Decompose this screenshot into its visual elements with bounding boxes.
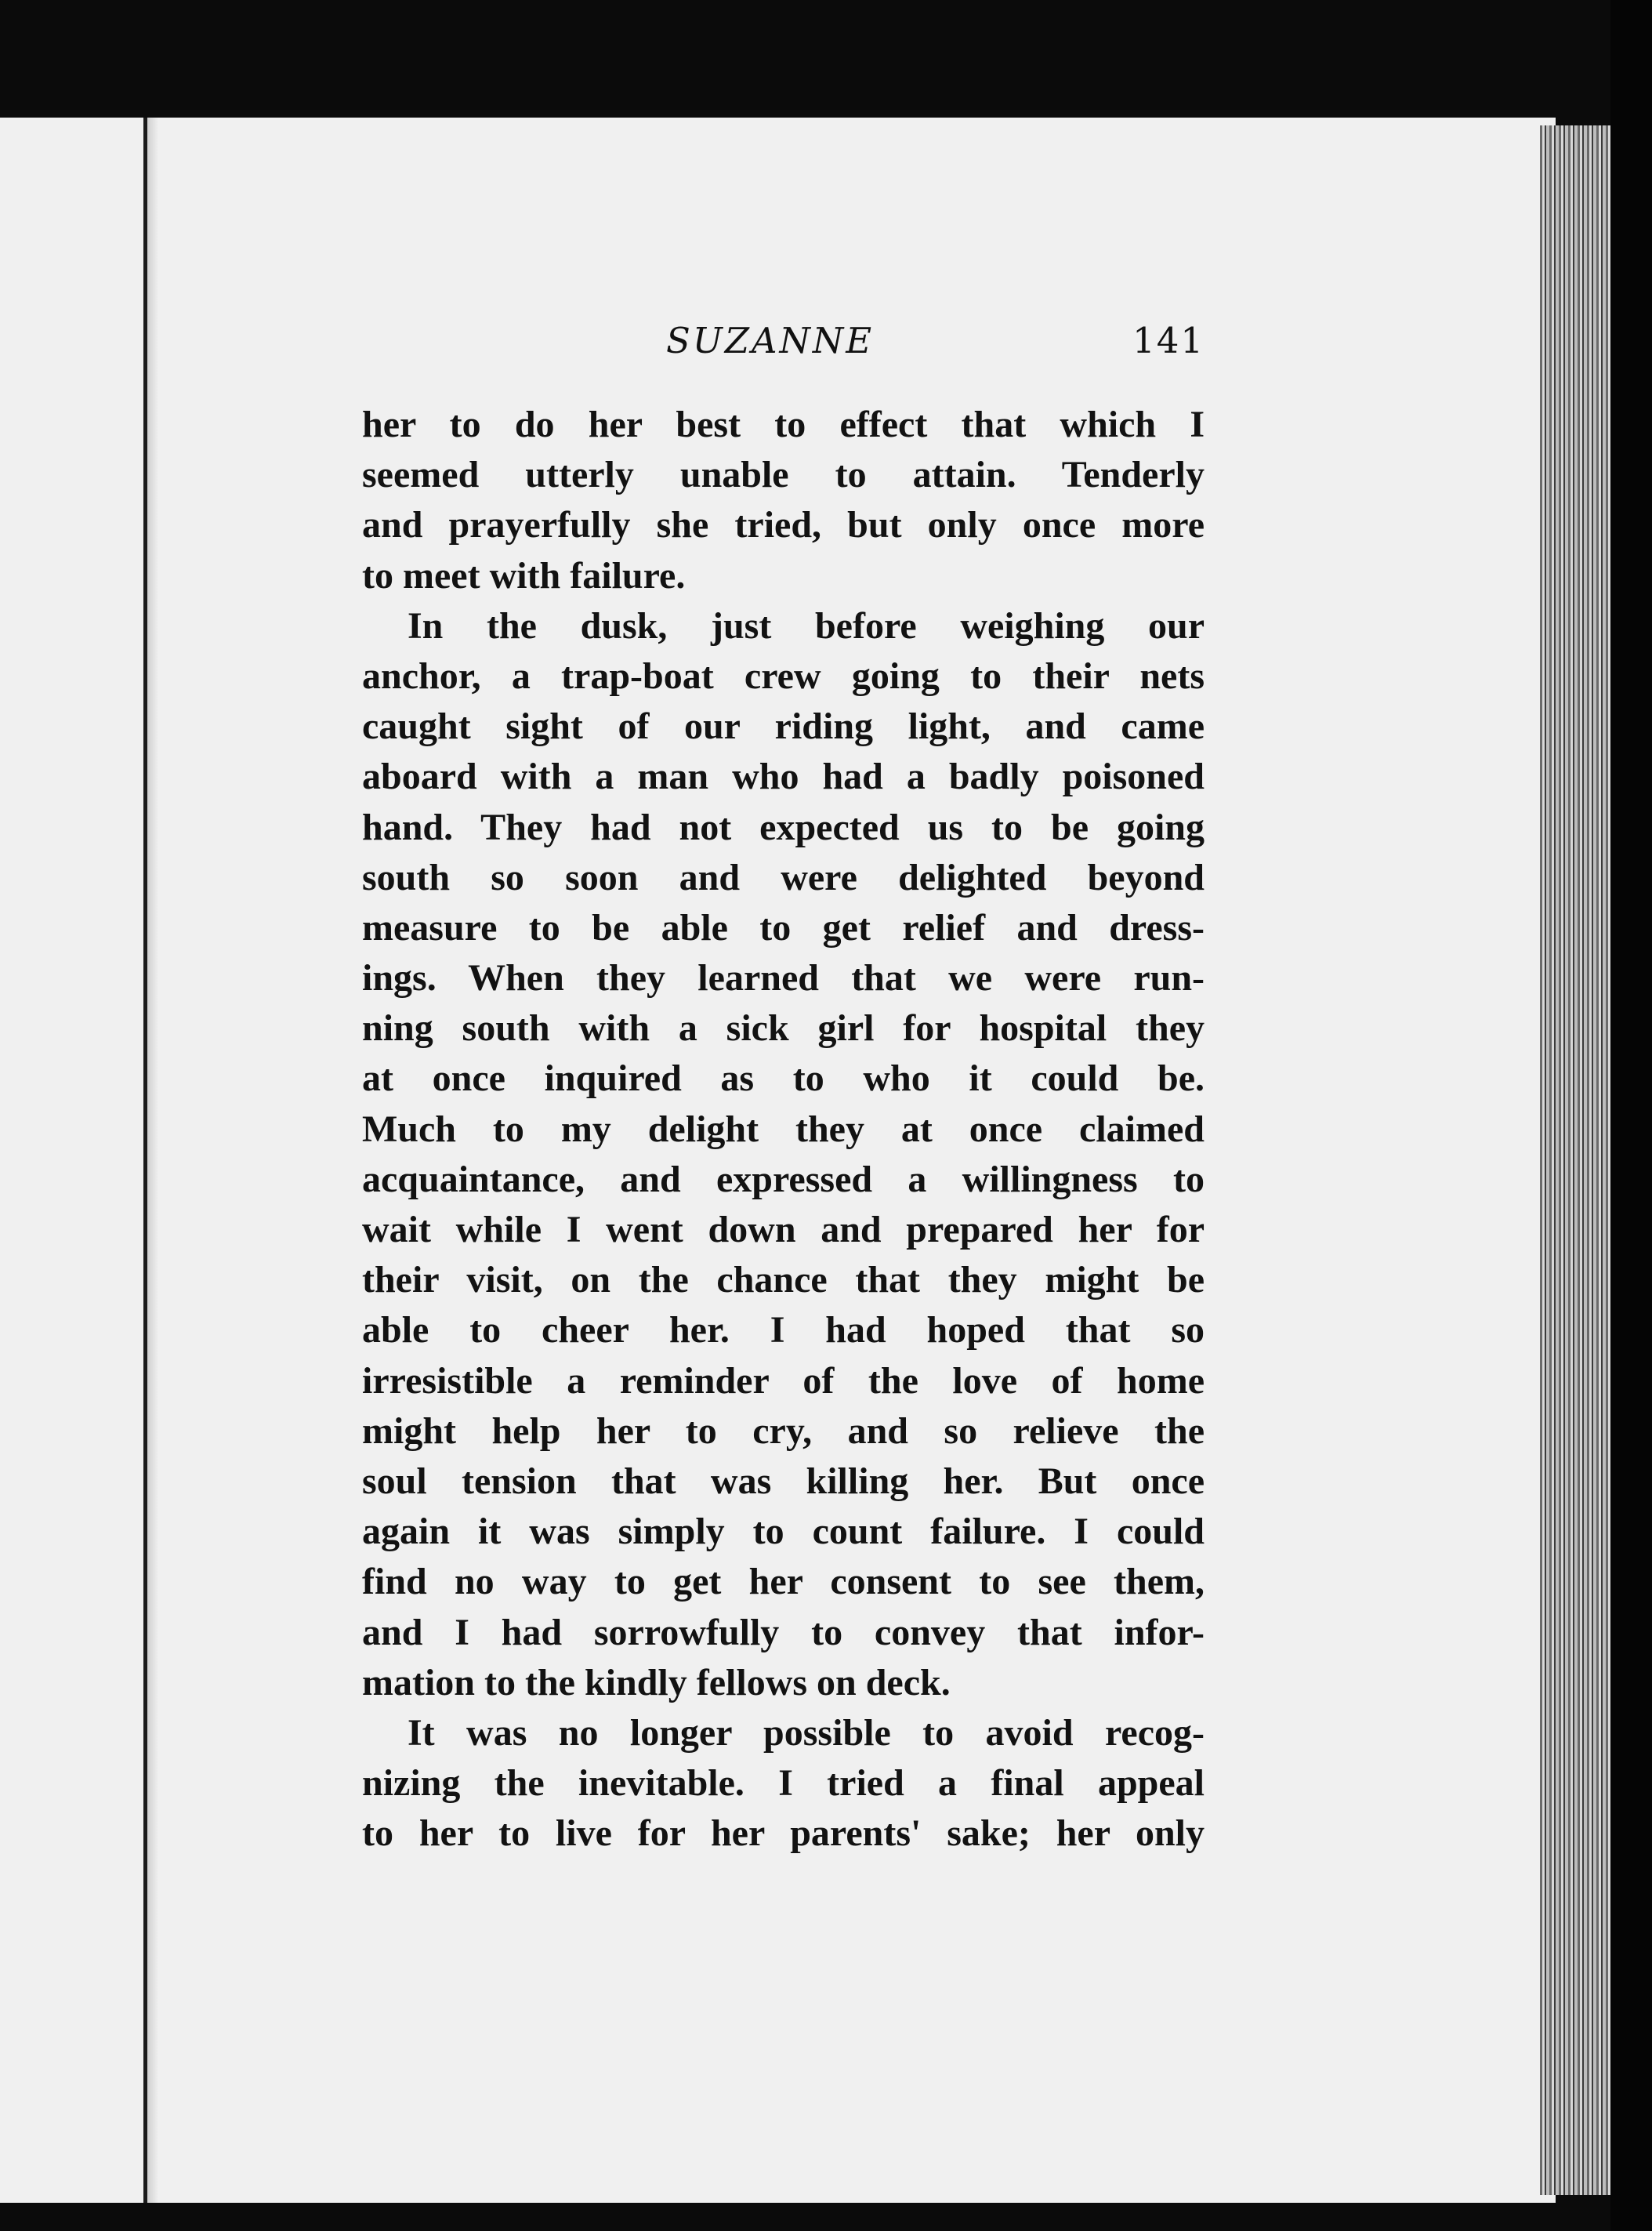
text-line: their visit, on the chance that they might be — [362, 1259, 1205, 1301]
text-line: find no way to get her consent to see them, — [362, 1561, 1205, 1603]
text-line: caught sight of our riding light, and came — [362, 706, 1205, 748]
body-text — [362, 400, 1205, 1859]
text-line: her to do her best to effect that which I — [362, 404, 1205, 445]
text-line: mation to the kindly fellows on deck. — [362, 1661, 951, 1703]
text-line: anchor, a trap-boat crew going to their nets — [362, 655, 1205, 697]
text-line: hand. They had not expected us to be going — [362, 806, 1205, 848]
paragraph — [362, 1708, 1205, 1859]
text-line: soul tension that was killing her. But once — [362, 1460, 1205, 1502]
text-line: seemed utterly unable to attain. Tenderly — [362, 454, 1205, 496]
scan-border — [1610, 0, 1652, 2231]
text-line: aboard with a man who had a badly poisoned — [362, 756, 1205, 798]
text-line: ings. When they learned that we were run- — [362, 957, 1205, 999]
text-line: wait while I went down and prepared her for — [362, 1209, 1205, 1250]
text-line: might help her to cry, and so relieve the — [362, 1409, 1205, 1452]
text-line: and prayerfully she tried, but only once more — [362, 504, 1205, 546]
text-line: It was no longer possible to avoid recog- — [408, 1711, 1205, 1754]
page-number: 141 — [1132, 320, 1205, 361]
paragraph — [362, 601, 1205, 1708]
page-header — [362, 320, 1205, 375]
text-line: and I had sorrowfully to convey that infor- — [362, 1611, 1205, 1653]
text-line: Much to my delight they at once claimed — [362, 1108, 1205, 1150]
text-line: able to cheer her. I had hoped that so — [362, 1309, 1205, 1351]
text-line: ning south with a sick girl for hospital they — [362, 1007, 1205, 1050]
text-line: at once inquired as to who it could be. — [362, 1057, 1205, 1100]
text-line: measure to be able to get relief and dress- — [362, 906, 1205, 949]
text-line: nizing the inevitable. I tried a final appeal — [362, 1762, 1205, 1805]
text-line: acquaintance, and expressed a willingness to — [362, 1158, 1205, 1200]
text-line: to meet with failure. — [362, 554, 686, 597]
running-head: SUZANNE — [666, 320, 875, 361]
text-line: to her to live for her parents' sake; her only — [362, 1812, 1205, 1855]
text-line: irresistible a reminder of the love of home — [362, 1359, 1205, 1402]
text-line: again it was simply to count failure. I could — [362, 1511, 1205, 1553]
gutter-shadow — [147, 118, 158, 2203]
text-line: south so soon and were delighted beyond — [362, 856, 1205, 898]
page-edges — [1540, 125, 1610, 2195]
text-line: In the dusk, just before weighing our — [408, 604, 1205, 647]
paragraph — [362, 400, 1205, 601]
